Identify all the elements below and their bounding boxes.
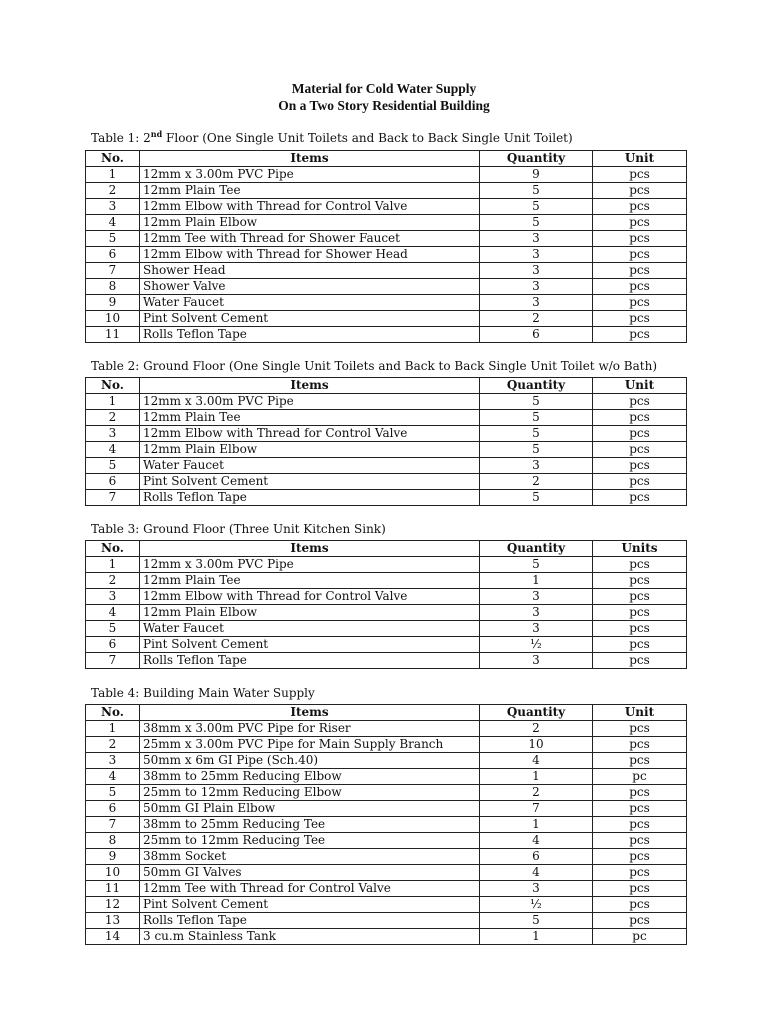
header-unit: Unit bbox=[593, 151, 687, 167]
table-row bbox=[86, 589, 687, 605]
cell-item: 12mm Elbow with Thread for Shower Head bbox=[140, 247, 480, 263]
cell-quantity: ½ bbox=[480, 637, 593, 653]
table-row bbox=[86, 167, 687, 183]
cell-item: 3 cu.m Stainless Tank bbox=[140, 929, 480, 945]
cell-unit: pcs bbox=[593, 881, 687, 897]
cell-quantity: 5 bbox=[480, 215, 593, 231]
cell-quantity: 2 bbox=[480, 311, 593, 327]
header-quantity: Quantity bbox=[480, 378, 593, 394]
cell-item: 38mm Socket bbox=[140, 849, 480, 865]
cell-quantity: 5 bbox=[480, 442, 593, 458]
cell-unit: pcs bbox=[593, 801, 687, 817]
cell-quantity: 7 bbox=[480, 801, 593, 817]
material-table bbox=[85, 704, 687, 945]
cell-quantity: 4 bbox=[480, 833, 593, 849]
cell-quantity: 5 bbox=[480, 410, 593, 426]
cell-no: 4 bbox=[86, 215, 140, 231]
cell-quantity: 3 bbox=[480, 247, 593, 263]
cell-no: 10 bbox=[86, 865, 140, 881]
cell-unit: pcs bbox=[593, 653, 687, 669]
table-row bbox=[86, 394, 687, 410]
cell-quantity: 5 bbox=[480, 557, 593, 573]
cell-unit: pcs bbox=[593, 605, 687, 621]
cell-item: 38mm to 25mm Reducing Tee bbox=[140, 817, 480, 833]
cell-quantity: 5 bbox=[480, 490, 593, 506]
table-row bbox=[86, 215, 687, 231]
cell-item: 50mm GI Plain Elbow bbox=[140, 801, 480, 817]
cell-quantity: 5 bbox=[480, 394, 593, 410]
cell-no: 7 bbox=[86, 263, 140, 279]
cell-unit: pcs bbox=[593, 410, 687, 426]
material-table bbox=[85, 377, 687, 506]
cell-quantity: 2 bbox=[480, 785, 593, 801]
cell-item: Pint Solvent Cement bbox=[140, 897, 480, 913]
cell-quantity: 3 bbox=[480, 263, 593, 279]
cell-item: 12mm Plain Elbow bbox=[140, 605, 480, 621]
header-unit: Units bbox=[593, 541, 687, 557]
table-header-row bbox=[86, 378, 687, 394]
cell-unit: pcs bbox=[593, 849, 687, 865]
cell-no: 4 bbox=[86, 442, 140, 458]
cell-quantity: 4 bbox=[480, 753, 593, 769]
cell-quantity: 9 bbox=[480, 167, 593, 183]
table-row bbox=[86, 474, 687, 490]
cell-item: Shower Head bbox=[140, 263, 480, 279]
cell-unit: pcs bbox=[593, 737, 687, 753]
header-items: Items bbox=[140, 151, 480, 167]
cell-no: 7 bbox=[86, 653, 140, 669]
table-row bbox=[86, 295, 687, 311]
table-row bbox=[86, 490, 687, 506]
cell-item: 12mm Plain Elbow bbox=[140, 215, 480, 231]
table-caption bbox=[91, 686, 315, 701]
cell-unit: pcs bbox=[593, 183, 687, 199]
header-items: Items bbox=[140, 378, 480, 394]
cell-quantity: 4 bbox=[480, 865, 593, 881]
cell-item: 12mm Plain Elbow bbox=[140, 442, 480, 458]
cell-no: 13 bbox=[86, 913, 140, 929]
cell-item: 12mm x 3.00m PVC Pipe bbox=[140, 394, 480, 410]
cell-quantity: 1 bbox=[480, 817, 593, 833]
cell-item: Water Faucet bbox=[140, 621, 480, 637]
caption-text: Table 1: 2 bbox=[91, 131, 151, 145]
cell-unit: pc bbox=[593, 769, 687, 785]
document-title-line1: Material for Cold Water Supply bbox=[291, 81, 477, 96]
table-row bbox=[86, 311, 687, 327]
cell-unit: pcs bbox=[593, 573, 687, 589]
cell-unit: pcs bbox=[593, 637, 687, 653]
cell-quantity: 1 bbox=[480, 769, 593, 785]
cell-item: 38mm x 3.00m PVC Pipe for Riser bbox=[140, 721, 480, 737]
cell-quantity: 3 bbox=[480, 589, 593, 605]
header-unit: Unit bbox=[593, 378, 687, 394]
cell-unit: pcs bbox=[593, 311, 687, 327]
table-row bbox=[86, 442, 687, 458]
table-row bbox=[86, 231, 687, 247]
cell-no: 5 bbox=[86, 621, 140, 637]
cell-quantity: 3 bbox=[480, 458, 593, 474]
cell-no: 8 bbox=[86, 279, 140, 295]
table-row bbox=[86, 653, 687, 669]
table-caption bbox=[91, 359, 657, 374]
cell-unit: pcs bbox=[593, 167, 687, 183]
table-row bbox=[86, 247, 687, 263]
cell-no: 4 bbox=[86, 605, 140, 621]
table-row bbox=[86, 929, 687, 945]
cell-quantity: 1 bbox=[480, 573, 593, 589]
header-items: Items bbox=[140, 705, 480, 721]
cell-no: 7 bbox=[86, 817, 140, 833]
cell-item: 12mm Elbow with Thread for Control Valve bbox=[140, 199, 480, 215]
cell-no: 3 bbox=[86, 199, 140, 215]
cell-unit: pcs bbox=[593, 474, 687, 490]
cell-item: 38mm to 25mm Reducing Elbow bbox=[140, 769, 480, 785]
cell-quantity: 6 bbox=[480, 327, 593, 343]
table-header-row bbox=[86, 541, 687, 557]
header-items: Items bbox=[140, 541, 480, 557]
cell-quantity: 3 bbox=[480, 881, 593, 897]
cell-no: 1 bbox=[86, 557, 140, 573]
cell-item: Pint Solvent Cement bbox=[140, 474, 480, 490]
cell-unit: pcs bbox=[593, 865, 687, 881]
table-header-row bbox=[86, 151, 687, 167]
table-row bbox=[86, 721, 687, 737]
header-no: No. bbox=[86, 541, 140, 557]
cell-no: 2 bbox=[86, 410, 140, 426]
cell-quantity: 2 bbox=[480, 721, 593, 737]
table-row bbox=[86, 605, 687, 621]
caption-text: Floor (One Single Unit Toilets and Back to Back Single Unit Toilet) bbox=[162, 131, 573, 145]
cell-item: Rolls Teflon Tape bbox=[140, 327, 480, 343]
table-row bbox=[86, 817, 687, 833]
cell-quantity: 3 bbox=[480, 621, 593, 637]
cell-no: 3 bbox=[86, 753, 140, 769]
cell-item: 12mm Elbow with Thread for Control Valve bbox=[140, 589, 480, 605]
cell-no: 6 bbox=[86, 247, 140, 263]
cell-unit: pcs bbox=[593, 327, 687, 343]
cell-item: 12mm Tee with Thread for Control Valve bbox=[140, 881, 480, 897]
table-row bbox=[86, 753, 687, 769]
table-row bbox=[86, 279, 687, 295]
header-no: No. bbox=[86, 151, 140, 167]
cell-no: 5 bbox=[86, 231, 140, 247]
cell-item: 12mm x 3.00m PVC Pipe bbox=[140, 557, 480, 573]
cell-item: Shower Valve bbox=[140, 279, 480, 295]
cell-quantity: 5 bbox=[480, 913, 593, 929]
cell-no: 8 bbox=[86, 833, 140, 849]
table-row bbox=[86, 769, 687, 785]
cell-no: 10 bbox=[86, 311, 140, 327]
cell-no: 2 bbox=[86, 737, 140, 753]
cell-unit: pcs bbox=[593, 833, 687, 849]
table-row bbox=[86, 833, 687, 849]
table-row bbox=[86, 865, 687, 881]
cell-unit: pcs bbox=[593, 426, 687, 442]
table-row bbox=[86, 637, 687, 653]
header-no: No. bbox=[86, 378, 140, 394]
table-row bbox=[86, 897, 687, 913]
table-row bbox=[86, 557, 687, 573]
cell-quantity: 5 bbox=[480, 199, 593, 215]
caption-text: Table 3: Ground Floor (Three Unit Kitchen Sink) bbox=[91, 522, 386, 536]
cell-no: 11 bbox=[86, 327, 140, 343]
table-caption bbox=[91, 131, 573, 146]
cell-unit: pcs bbox=[593, 897, 687, 913]
cell-no: 3 bbox=[86, 426, 140, 442]
cell-quantity: ½ bbox=[480, 897, 593, 913]
cell-unit: pcs bbox=[593, 721, 687, 737]
caption-text: Table 4: Building Main Water Supply bbox=[91, 686, 315, 700]
cell-quantity: 3 bbox=[480, 653, 593, 669]
header-quantity: Quantity bbox=[480, 705, 593, 721]
document-title-line2: On a Two Story Residential Building bbox=[278, 98, 490, 113]
table-row bbox=[86, 913, 687, 929]
table-row bbox=[86, 737, 687, 753]
header-no: No. bbox=[86, 705, 140, 721]
cell-unit: pcs bbox=[593, 295, 687, 311]
caption-text: Table 2: Ground Floor (One Single Unit Toilets and Back to Back Single Unit Toilet w/o Bath) bbox=[91, 359, 657, 373]
cell-unit: pcs bbox=[593, 263, 687, 279]
cell-no: 14 bbox=[86, 929, 140, 945]
cell-unit: pcs bbox=[593, 394, 687, 410]
cell-item: Rolls Teflon Tape bbox=[140, 653, 480, 669]
cell-item: Rolls Teflon Tape bbox=[140, 490, 480, 506]
cell-unit: pcs bbox=[593, 279, 687, 295]
table-row bbox=[86, 458, 687, 474]
cell-unit: pcs bbox=[593, 817, 687, 833]
cell-unit: pcs bbox=[593, 490, 687, 506]
table-header-row bbox=[86, 705, 687, 721]
cell-quantity: 5 bbox=[480, 426, 593, 442]
material-table bbox=[85, 150, 687, 343]
table-row bbox=[86, 263, 687, 279]
cell-unit: pcs bbox=[593, 442, 687, 458]
cell-unit: pcs bbox=[593, 753, 687, 769]
cell-item: 50mm x 6m GI Pipe (Sch.40) bbox=[140, 753, 480, 769]
cell-item: 12mm Tee with Thread for Shower Faucet bbox=[140, 231, 480, 247]
cell-unit: pcs bbox=[593, 621, 687, 637]
cell-unit: pcs bbox=[593, 557, 687, 573]
cell-item: 25mm to 12mm Reducing Elbow bbox=[140, 785, 480, 801]
table-row bbox=[86, 785, 687, 801]
cell-unit: pcs bbox=[593, 458, 687, 474]
cell-unit: pcs bbox=[593, 913, 687, 929]
cell-item: 12mm Plain Tee bbox=[140, 573, 480, 589]
cell-item: 12mm Elbow with Thread for Control Valve bbox=[140, 426, 480, 442]
cell-item: 12mm Plain Tee bbox=[140, 410, 480, 426]
cell-no: 1 bbox=[86, 394, 140, 410]
cell-item: 25mm to 12mm Reducing Tee bbox=[140, 833, 480, 849]
cell-no: 6 bbox=[86, 801, 140, 817]
cell-unit: pcs bbox=[593, 589, 687, 605]
cell-unit: pcs bbox=[593, 247, 687, 263]
cell-quantity: 5 bbox=[480, 183, 593, 199]
cell-quantity: 3 bbox=[480, 279, 593, 295]
material-table bbox=[85, 540, 687, 669]
header-unit: Unit bbox=[593, 705, 687, 721]
cell-quantity: 3 bbox=[480, 231, 593, 247]
cell-unit: pcs bbox=[593, 199, 687, 215]
table-row bbox=[86, 849, 687, 865]
cell-unit: pcs bbox=[593, 785, 687, 801]
cell-unit: pc bbox=[593, 929, 687, 945]
caption-superscript: nd bbox=[150, 129, 163, 139]
cell-item: 12mm Plain Tee bbox=[140, 183, 480, 199]
cell-quantity: 2 bbox=[480, 474, 593, 490]
cell-item: Rolls Teflon Tape bbox=[140, 913, 480, 929]
table-row bbox=[86, 426, 687, 442]
header-quantity: Quantity bbox=[480, 541, 593, 557]
table-row bbox=[86, 621, 687, 637]
cell-item: Water Faucet bbox=[140, 295, 480, 311]
cell-no: 3 bbox=[86, 589, 140, 605]
cell-item: 25mm x 3.00m PVC Pipe for Main Supply Branch bbox=[140, 737, 480, 753]
cell-no: 9 bbox=[86, 295, 140, 311]
table-row bbox=[86, 881, 687, 897]
cell-no: 11 bbox=[86, 881, 140, 897]
table-row bbox=[86, 327, 687, 343]
cell-no: 1 bbox=[86, 721, 140, 737]
cell-quantity: 3 bbox=[480, 605, 593, 621]
cell-no: 6 bbox=[86, 474, 140, 490]
cell-quantity: 1 bbox=[480, 929, 593, 945]
table-row bbox=[86, 573, 687, 589]
cell-quantity: 6 bbox=[480, 849, 593, 865]
cell-no: 2 bbox=[86, 183, 140, 199]
cell-no: 9 bbox=[86, 849, 140, 865]
cell-item: Pint Solvent Cement bbox=[140, 311, 480, 327]
cell-quantity: 3 bbox=[480, 295, 593, 311]
cell-no: 7 bbox=[86, 490, 140, 506]
cell-unit: pcs bbox=[593, 215, 687, 231]
table-caption bbox=[91, 522, 386, 537]
table-row bbox=[86, 183, 687, 199]
cell-quantity: 10 bbox=[480, 737, 593, 753]
cell-no: 5 bbox=[86, 458, 140, 474]
cell-no: 2 bbox=[86, 573, 140, 589]
cell-item: 50mm GI Valves bbox=[140, 865, 480, 881]
cell-no: 4 bbox=[86, 769, 140, 785]
table-row bbox=[86, 199, 687, 215]
header-quantity: Quantity bbox=[480, 151, 593, 167]
cell-item: 12mm x 3.00m PVC Pipe bbox=[140, 167, 480, 183]
table-row bbox=[86, 801, 687, 817]
cell-no: 5 bbox=[86, 785, 140, 801]
cell-unit: pcs bbox=[593, 231, 687, 247]
cell-item: Water Faucet bbox=[140, 458, 480, 474]
cell-no: 6 bbox=[86, 637, 140, 653]
table-row bbox=[86, 410, 687, 426]
cell-no: 12 bbox=[86, 897, 140, 913]
cell-no: 1 bbox=[86, 167, 140, 183]
cell-item: Pint Solvent Cement bbox=[140, 637, 480, 653]
